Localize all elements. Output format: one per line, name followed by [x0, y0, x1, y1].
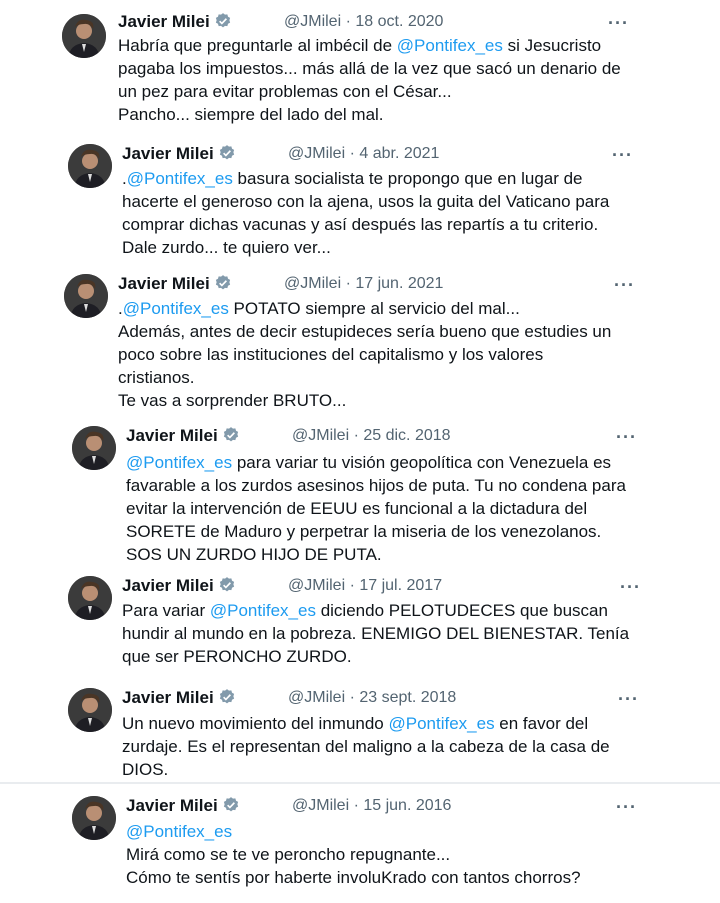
- tweet-text-segment: pagaba los impuestos... más allá de la vez que sacó un denario de: [118, 59, 621, 78]
- tweet-meta: @JMilei · 18 oct. 2020: [284, 13, 444, 30]
- more-options-icon[interactable]: ···: [614, 275, 635, 295]
- tweet-text-segment: cristianos.: [118, 368, 195, 387]
- tweet-line: [126, 843, 581, 866]
- tweet-meta: @JMilei · 17 jun. 2021: [284, 275, 444, 292]
- author-name[interactable]: Javier Milei: [126, 426, 240, 446]
- author-name[interactable]: Javier Milei: [118, 274, 232, 294]
- avatar-image: [68, 144, 112, 188]
- author-name[interactable]: Javier Milei: [118, 12, 232, 32]
- tweet-text-segment: SOS UN ZURDO HIJO DE PUTA.: [126, 545, 382, 564]
- tweet-line: [118, 103, 621, 126]
- tweet-line: [118, 297, 611, 320]
- tweet-text-segment: Habría que preguntarle al imbécil de: [118, 36, 397, 55]
- tweet-line: [126, 451, 626, 474]
- more-options-icon[interactable]: ···: [620, 577, 641, 597]
- avatar[interactable]: [72, 796, 116, 840]
- tweet-text-segment: evitar la intervención de EEUU es funcional a la dictadura del: [126, 499, 588, 518]
- tweet-meta: @JMilei · 4 abr. 2021: [288, 145, 440, 162]
- avatar-image: [64, 274, 108, 318]
- tweet-meta: @JMilei · 25 dic. 2018: [292, 427, 451, 444]
- author-name[interactable]: Javier Milei: [122, 688, 236, 708]
- avatar-image: [62, 14, 106, 58]
- tweet-text-segment: Dale zurdo... te quiero ver...: [122, 238, 331, 257]
- handle[interactable]: @JMilei: [288, 689, 346, 706]
- author-name[interactable]: Javier Milei: [126, 796, 240, 816]
- verified-icon: [214, 274, 232, 292]
- tweet-text-segment: Mirá como se te ve peroncho repugnante...: [126, 845, 451, 864]
- mention-link[interactable]: @Pontifex_es: [126, 822, 233, 841]
- verified-icon: [218, 144, 236, 162]
- tweet-line: [118, 320, 611, 343]
- tweet-text-segment: si Jesucristo: [502, 36, 602, 55]
- tweet-text-segment: en favor del: [494, 714, 589, 733]
- tweet-text-segment: hundir al mundo en la pobreza. ENEMIGO DEL BIENESTAR. Tenía: [122, 624, 630, 643]
- more-options-icon[interactable]: ···: [616, 797, 637, 817]
- mention-link[interactable]: @Pontifex_es: [209, 601, 316, 620]
- tweet-line: [126, 866, 581, 889]
- avatar[interactable]: [72, 426, 116, 470]
- verified-icon: [218, 688, 236, 706]
- more-options-icon[interactable]: ···: [608, 13, 629, 33]
- tweet-line: [122, 213, 609, 236]
- divider: [0, 782, 720, 784]
- avatar[interactable]: [68, 144, 112, 188]
- tweet-line: [118, 343, 611, 366]
- tweet-line: [126, 520, 626, 543]
- tweet-card[interactable]: [52, 678, 652, 782]
- tweet-text: [118, 34, 621, 126]
- tweet-text-segment: diciendo PELOTUDECES que buscan: [315, 601, 608, 620]
- tweet-text-segment: Además, antes de decir estupideces sería bueno que estudies un: [118, 322, 612, 341]
- tweet-card[interactable]: [56, 786, 656, 898]
- avatar-image: [68, 688, 112, 732]
- handle[interactable]: @JMilei: [284, 13, 342, 30]
- timestamp[interactable]: 17 jun. 2021: [355, 275, 444, 292]
- avatar[interactable]: [68, 576, 112, 620]
- tweet-text-segment: DIOS.: [122, 760, 169, 779]
- verified-icon: [222, 426, 240, 444]
- tweet-meta: @JMilei · 17 jul. 2017: [288, 577, 443, 594]
- tweet-line: [122, 190, 609, 213]
- tweet-line: [118, 57, 621, 80]
- tweet-line: [122, 599, 629, 622]
- tweet-line: [126, 497, 626, 520]
- handle[interactable]: @JMilei: [292, 427, 350, 444]
- tweet-card[interactable]: [52, 566, 652, 678]
- timestamp[interactable]: 4 abr. 2021: [359, 145, 440, 162]
- tweet-line: [122, 735, 610, 758]
- tweet-line: [118, 366, 611, 389]
- tweet-text-segment: favarable a los zurdos asesinos hijos de puta. Tu no condena para: [126, 476, 626, 495]
- tweet-text-segment: para variar tu visión geopolítica con Venezuela es: [232, 453, 612, 472]
- timestamp[interactable]: 17 jul. 2017: [359, 577, 443, 594]
- verified-icon: [218, 576, 236, 594]
- tweet-text: [122, 712, 610, 781]
- tweet-text-segment: poco sobre las instituciones del capitalismo y los valores: [118, 345, 544, 364]
- tweet-line: [122, 622, 629, 645]
- avatar-image: [72, 796, 116, 840]
- more-options-icon[interactable]: ···: [616, 427, 637, 447]
- tweet-card[interactable]: [48, 264, 656, 412]
- tweet-text-segment: hacerte el generoso con la ajena, usos la guita del Vaticano para: [122, 192, 610, 211]
- mention-link[interactable]: @Pontifex_es: [126, 453, 233, 472]
- tweet-text: [122, 599, 629, 668]
- tweet-card[interactable]: [52, 134, 656, 264]
- tweet-line: [126, 474, 626, 497]
- verified-icon: [222, 796, 240, 814]
- tweet-text: [118, 297, 611, 412]
- tweet-line: [118, 34, 621, 57]
- tweet-line: [122, 712, 610, 735]
- tweet-line: [122, 236, 609, 259]
- tweet-line: [118, 389, 611, 412]
- tweet-text-segment: zurdaje. Es el representan del maligno a la cabeza de la casa de: [122, 737, 610, 756]
- tweet-text-segment: .: [118, 299, 123, 318]
- handle[interactable]: @JMilei: [288, 145, 346, 162]
- tweet-text: [126, 451, 626, 566]
- tweet-text-segment: comprar dichas vacunas y así después las repartís a tu criterio.: [122, 215, 599, 234]
- tweet-text-segment: Para variar: [122, 601, 210, 620]
- tweet-text-segment: SORETE de Maduro y perpetrar la miseria de los venezolanos.: [126, 522, 602, 541]
- timestamp[interactable]: 15 jun. 2016: [363, 797, 452, 814]
- tweet-text-segment: Un nuevo movimiento del inmundo: [122, 714, 389, 733]
- more-options-icon[interactable]: ···: [618, 689, 639, 709]
- tweet-line: [126, 543, 626, 566]
- tweet-text-segment: Cómo te sentís por haberte involuKrado con tantos chorros?: [126, 868, 581, 887]
- handle[interactable]: @JMilei: [284, 275, 342, 292]
- more-options-icon[interactable]: ···: [612, 145, 633, 165]
- tweet-text-segment: .: [122, 169, 127, 188]
- timestamp[interactable]: 18 oct. 2020: [355, 13, 444, 30]
- avatar[interactable]: [62, 14, 106, 58]
- tweet-text-segment: Pancho... siempre del lado del mal.: [118, 105, 384, 124]
- mention-link[interactable]: @Pontifex_es: [122, 299, 229, 318]
- tweet-meta: @JMilei · 23 sept. 2018: [288, 689, 457, 706]
- mention-link[interactable]: @Pontifex_es: [388, 714, 495, 733]
- tweet-text-segment: Te vas a sorprender BRUTO...: [118, 391, 347, 410]
- mention-link[interactable]: @Pontifex_es: [126, 169, 233, 188]
- tweet-text: [126, 820, 581, 889]
- timestamp[interactable]: 23 sept. 2018: [359, 689, 457, 706]
- tweet-text: [122, 167, 609, 259]
- avatar-image: [68, 576, 112, 620]
- handle[interactable]: @JMilei: [292, 797, 350, 814]
- tweet-text-segment: que ser PERONCHO ZURDO.: [122, 647, 352, 666]
- tweet-line: [122, 645, 629, 668]
- tweet-line: [118, 80, 621, 103]
- avatar[interactable]: [64, 274, 108, 318]
- tweet-text-segment: basura socialista te propongo que en lugar de: [232, 169, 583, 188]
- tweet-meta: @JMilei · 15 jun. 2016: [292, 797, 452, 814]
- verified-icon: [214, 12, 232, 30]
- handle[interactable]: @JMilei: [288, 577, 346, 594]
- tweet-text-segment: un pez para evitar problemas con el César...: [118, 82, 452, 101]
- tweet-text-segment: POTATO siempre al servicio del mal...: [228, 299, 520, 318]
- tweet-line: [126, 820, 581, 843]
- mention-link[interactable]: @Pontifex_es: [396, 36, 503, 55]
- avatar[interactable]: [68, 688, 112, 732]
- tweet-card[interactable]: [56, 416, 656, 566]
- author-name[interactable]: Javier Milei: [122, 144, 236, 164]
- tweet-line: [122, 167, 609, 190]
- author-name[interactable]: Javier Milei: [122, 576, 236, 596]
- tweet-line: [122, 758, 610, 781]
- tweet-card[interactable]: [48, 0, 648, 130]
- avatar-image: [72, 426, 116, 470]
- timestamp[interactable]: 25 dic. 2018: [363, 427, 451, 444]
